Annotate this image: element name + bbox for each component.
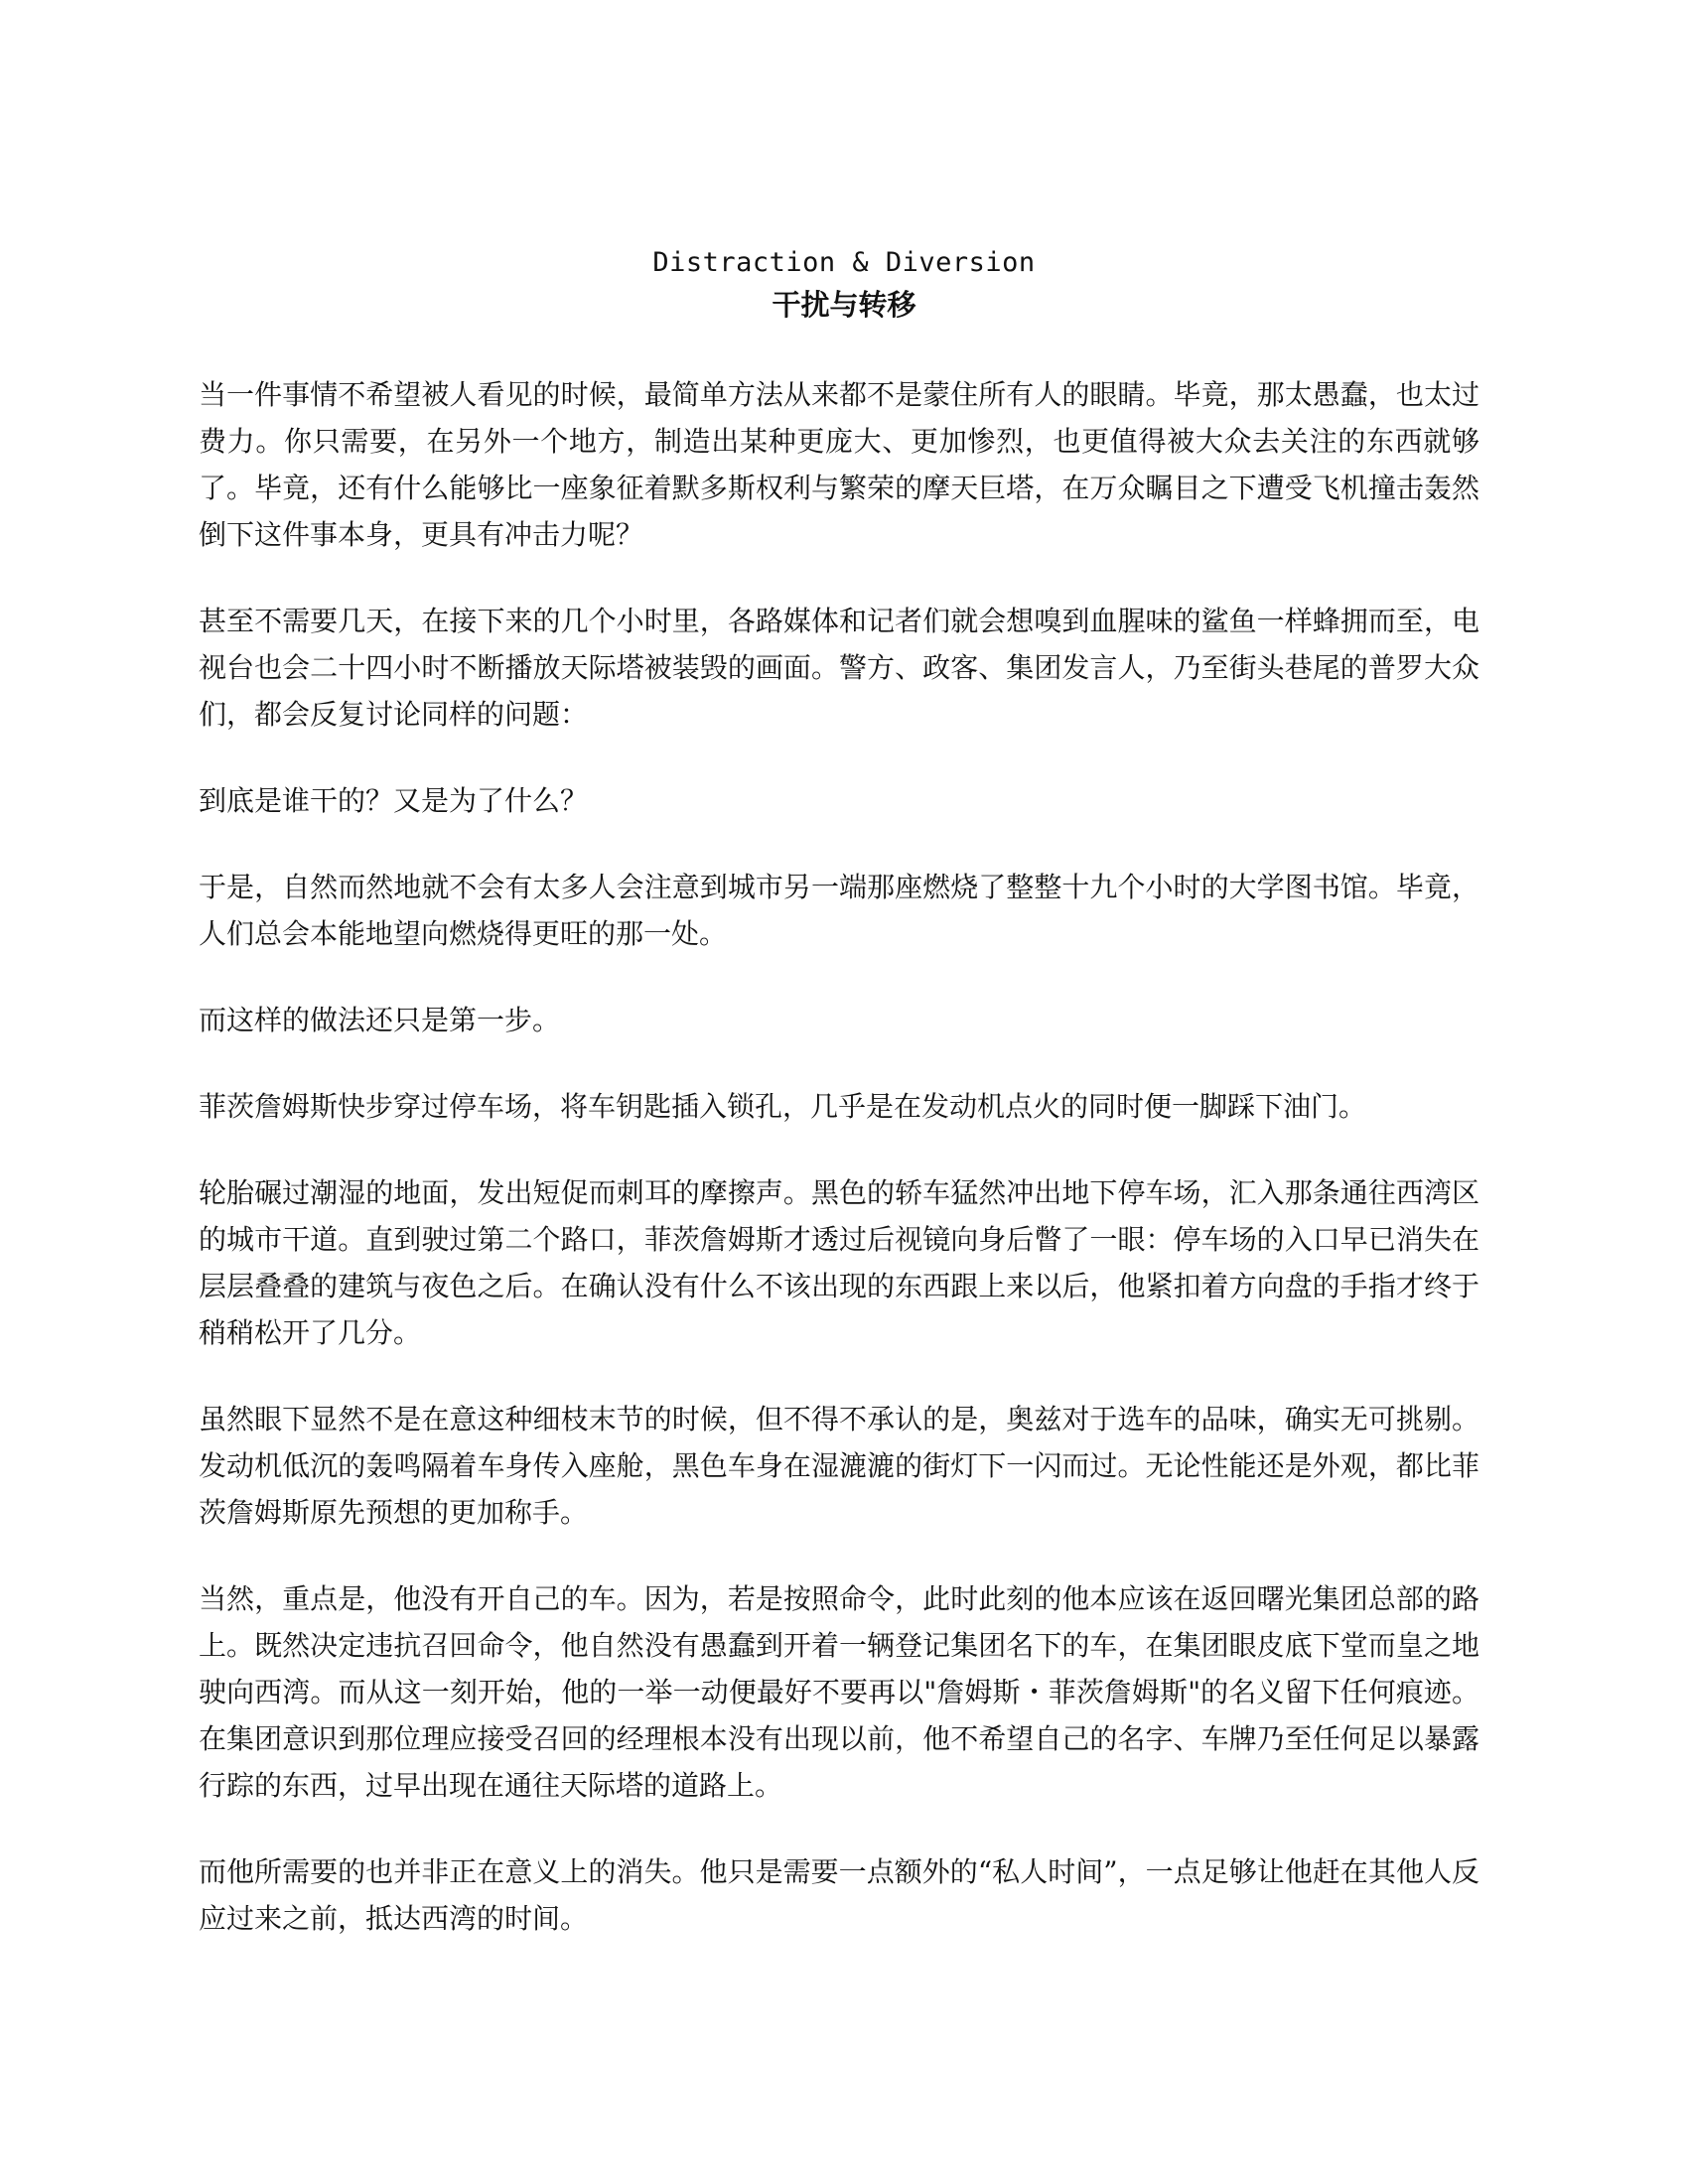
- paragraph-4: 于是，自然而然地就不会有太多人会注意到城市另一端那座燃烧了整整十九个小时的大学图书馆。毕竟，人们总会本能地望向燃烧得更旺的那一处。: [199, 871, 1479, 950]
- paragraph-2: 甚至不需要几天，在接下来的几个小时里，各路媒体和记者们就会想嗅到血腥味的鲨鱼一样蜂拥而至，电视台也会二十四小时不断播放天际塔被装毁的画面。警方、政客、集团发言人，乃至街头巷尾的普罗大众们，都会反复讨论同样的问题：: [199, 605, 1479, 731]
- body-text: [199, 371, 1479, 1981]
- title-block: [0, 243, 1688, 327]
- title-english: Distraction & Diversion: [652, 247, 1036, 278]
- paragraph-1: 当一件事情不希望被人看见的时候，最简单方法从来都不是蒙住所有人的眼睛。毕竟，那太愚蠢，也太过费力。你只需要，在另外一个地方，制造出某种更庞大、更加惨烈，也更值得被大众去关注的东西就够了。毕竟，还有什么能够比一座象征着默多斯权利与繁荣的摩天巨塔，在万众瞩目之下遭受飞机撞击轰然倒下这件事本身，更具有冲击力呢？: [199, 378, 1479, 551]
- title-chinese: 干扰与转移: [772, 288, 916, 322]
- paragraph-5: 而这样的做法还只是第一步。: [199, 1004, 561, 1036]
- paragraph-8: 虽然眼下显然不是在意这种细枝末节的时候，但不得不承认的是，奥兹对于选车的品味，确实无可挑剔。发动机低沉的轰鸣隔着车身传入座舱，黑色车身在湿漉漉的街灯下一闪而过。无论性能还是外观，都比菲茨詹姆斯原先预想的更加称手。: [199, 1403, 1479, 1529]
- paragraph-6: 菲茨詹姆斯快步穿过停车场，将车钥匙插入锁孔，几乎是在发动机点火的同时便一脚踩下油门。: [199, 1090, 1367, 1123]
- paragraph-10: 而他所需要的也并非正在意义上的消失。他只是需要一点额外的“私人时间”，一点足够让他赶在其他人反应过来之前，抵达西湾的时间。: [199, 1855, 1479, 1935]
- paragraph-3: 到底是谁干的？又是为了什么？: [199, 784, 589, 817]
- paragraph-9: 当然，重点是，他没有开自己的车。因为，若是按照命令，此时此刻的他本应该在返回曙光集团总部的路上。既然决定违抗召回命令，他自然没有愚蠢到开着一辆登记集团名下的车，在集团眼皮底下堂而皇之地驶向西湾。而从这一刻开始，他的一举一动便最好不要再以"詹姆斯・菲茨詹姆斯"的名义留下任何痕迹。在集团意识到那位理应接受召回的经理根本没有出现以前，他不希望自己的名字、车牌乃至任何足以暴露行踪的东西，过早出现在通往天际塔的道路上。: [199, 1582, 1479, 1802]
- paragraph-7: 轮胎碾过潮湿的地面，发出短促而刺耳的摩擦声。黑色的轿车猛然冲出地下停车场，汇入那条通往西湾区的城市干道。直到驶过第二个路口，菲茨詹姆斯才透过后视镜向身后瞥了一眼：停车场的入口早已消失在层层叠叠的建筑与夜色之后。在确认没有什么不该出现的东西跟上来以后，他紧扣着方向盘的手指才终于稍稍松开了几分。: [199, 1176, 1479, 1349]
